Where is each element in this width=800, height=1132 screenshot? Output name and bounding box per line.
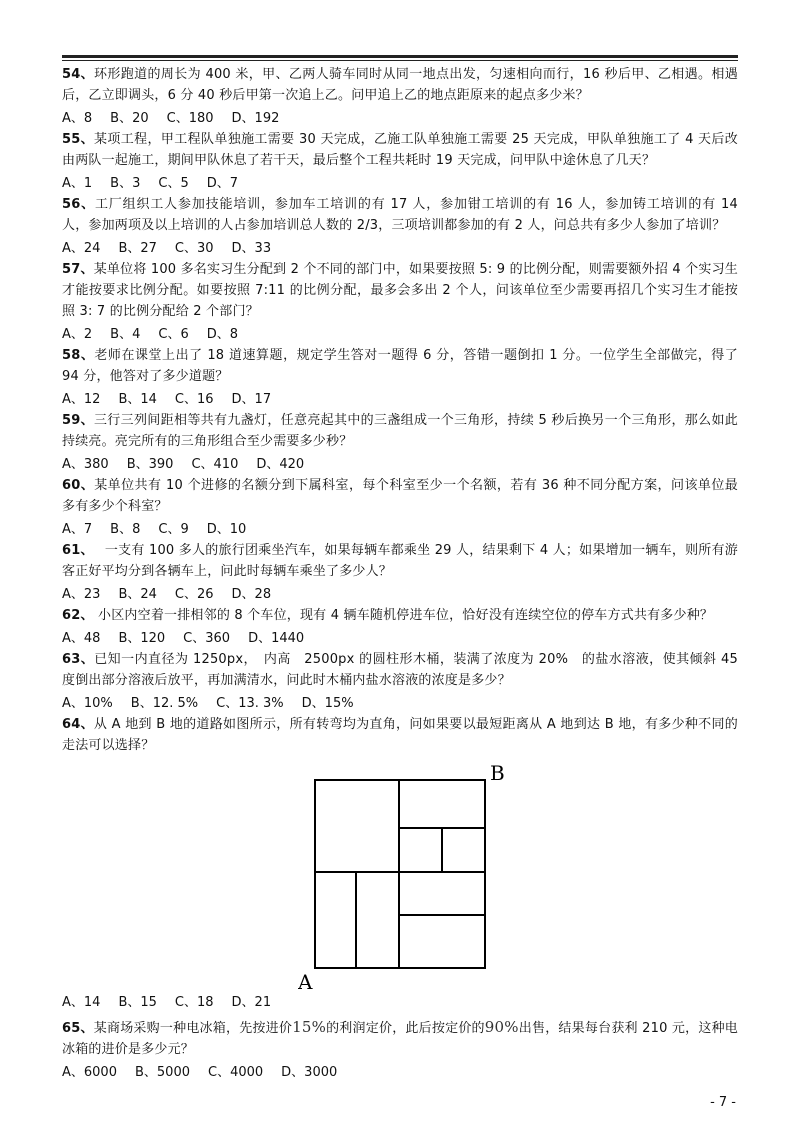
option-c[interactable]: C、180 xyxy=(166,111,214,126)
question-text: 三行三列间距相等共有九盏灯，任意亮起其中的三盏组成一个三角形，持续 5 秒后换另一个三角形，那么如此持续亮。亮完所有的三角形组合至少需要多少秒？ xyxy=(62,413,738,449)
option-a[interactable]: A、6000 xyxy=(62,1065,117,1080)
option-b[interactable]: B、8 xyxy=(110,522,141,537)
option-b[interactable]: B、24 xyxy=(118,587,157,602)
question-60 xyxy=(62,475,738,540)
question-number: 59、 xyxy=(62,413,94,428)
question-57 xyxy=(62,259,738,345)
question-number: 56、 xyxy=(62,197,95,212)
answer-options xyxy=(62,173,738,194)
option-b[interactable]: B、20 xyxy=(110,111,149,126)
profit-percentage: 15% xyxy=(292,1018,327,1036)
question-text: 一支有 100 多人的旅行团乘坐汽车，如果每辆车都乘坐 29 人，结果剩下 4 人；如果增加一辆车，则所有游客正好平均分到各辆车上，问此时每辆车乘坐了多少人？ xyxy=(62,543,738,579)
question-text: 小区内空着一排相邻的 8 个车位，现有 4 辆车随机停进车位，恰好没有连续空位的停车方式共有多少种？ xyxy=(93,608,714,623)
question-text-part-3: 出售，结果每台获利 210 元，这种电冰箱的进价是多少元？ xyxy=(62,1021,738,1057)
header-rule-thin xyxy=(62,60,738,61)
question-55 xyxy=(62,129,738,194)
answer-options xyxy=(62,628,738,649)
question-65 xyxy=(62,1017,738,1083)
question-text-part-1: 某商场采购一种电冰箱，先按进价 xyxy=(93,1021,293,1036)
option-d[interactable]: D、192 xyxy=(231,111,280,126)
option-a[interactable]: A、24 xyxy=(62,241,101,256)
option-b[interactable]: B、3 xyxy=(110,176,141,191)
question-text: 老师在课堂上出了 18 道速算题，规定学生答对一题得 6 分，答错一题倒扣 1 分。一位学生全部做完，得了 94 分，他答对了多少道题？ xyxy=(62,348,738,384)
option-c[interactable]: C、9 xyxy=(158,522,189,537)
question-59 xyxy=(62,410,738,475)
question-63 xyxy=(62,649,738,714)
question-number: 57、 xyxy=(62,262,94,277)
option-a[interactable]: A、380 xyxy=(62,457,109,472)
answer-options xyxy=(62,992,738,1013)
option-d[interactable]: D、3000 xyxy=(281,1065,338,1080)
question-number: 55、 xyxy=(62,132,95,147)
option-a[interactable]: A、8 xyxy=(62,111,93,126)
question-number: 58、 xyxy=(62,348,95,363)
answer-options xyxy=(62,693,738,714)
question-61 xyxy=(62,540,738,605)
option-b[interactable]: B、15 xyxy=(118,995,157,1010)
page-number: - 7 - xyxy=(710,1095,736,1110)
answer-options xyxy=(62,519,738,540)
option-d[interactable]: D、33 xyxy=(231,241,272,256)
option-c[interactable]: C、410 xyxy=(191,457,239,472)
question-number: 61、 xyxy=(62,543,88,558)
question-text: 从 A 地到 B 地的道路如图所示，所有转弯均为直角，问如果要以最短距离从 A 地到达 B 地，有多少种不同的走法可以选择？ xyxy=(62,717,738,753)
option-b[interactable]: B、390 xyxy=(126,457,174,472)
option-b[interactable]: B、27 xyxy=(118,241,157,256)
question-text: 已知一内直径为 1250px， 内高 2500px 的圆柱形木桶，装满了浓度为 20% 的盐水溶液，使其倾斜 45 度倒出部分溶液后放平，再加满清水，问此时木桶内盐水溶液的浓度是多少？ xyxy=(62,652,738,688)
answer-options xyxy=(62,1062,738,1083)
header-rule-thick xyxy=(62,55,738,58)
question-text: 某项工程，甲工程队单独施工需要 30 天完成，乙施工队单独施工需要 25 天完成，甲队单独施工了 4 天后改由两队一起施工，期间甲队休息了若干天，最后整个工程共耗时 19 天完成，问甲队中途休息了几天？ xyxy=(62,132,738,168)
option-c[interactable]: C、26 xyxy=(174,587,214,602)
question-number: 54、 xyxy=(62,67,95,82)
question-54 xyxy=(62,64,738,129)
question-64 xyxy=(62,714,738,1013)
question-text-part-2: 的利润定价，此后按定价的 xyxy=(326,1021,485,1036)
question-text: 某单位将 100 多名实习生分配到 2 个不同的部门中，如果要按照 5: 9 的比例分配，则需要额外招 4 个实习生才能按要求比例分配。如要按照 7:11 的比例分配，最多会多出 2 个人，问该单位至少需要再招几个实习生才能按照 3: 7 的比例分配给 2 个部门？ xyxy=(62,262,738,319)
road-grid-figure xyxy=(62,760,738,990)
question-number: 60、 xyxy=(62,478,95,493)
option-c[interactable]: C、6 xyxy=(158,327,189,342)
answer-options xyxy=(62,324,738,345)
answer-options xyxy=(62,584,738,605)
option-c[interactable]: C、4000 xyxy=(208,1065,264,1080)
answer-options xyxy=(62,454,738,475)
question-number: 65、 xyxy=(62,1021,94,1036)
option-c[interactable]: C、360 xyxy=(183,631,231,646)
option-a[interactable]: A、1 xyxy=(62,176,93,191)
option-b[interactable]: B、4 xyxy=(110,327,141,342)
question-number: 64、 xyxy=(62,717,94,732)
option-c[interactable]: C、18 xyxy=(174,995,214,1010)
answer-options xyxy=(62,108,738,129)
option-c[interactable]: C、13. 3% xyxy=(216,696,284,711)
label-b: B xyxy=(490,761,505,785)
option-d[interactable]: D、10 xyxy=(206,522,247,537)
option-c[interactable]: C、5 xyxy=(158,176,189,191)
option-b[interactable]: B、12. 5% xyxy=(130,696,199,711)
answer-options xyxy=(62,238,738,259)
question-62 xyxy=(62,605,738,649)
label-a: A xyxy=(298,970,313,990)
question-56 xyxy=(62,194,738,259)
option-d[interactable]: D、420 xyxy=(256,457,305,472)
question-58 xyxy=(62,345,738,410)
option-a[interactable]: A、7 xyxy=(62,522,93,537)
option-d[interactable]: D、7 xyxy=(206,176,239,191)
option-a[interactable]: A、10% xyxy=(62,696,113,711)
discount-percentage: 90% xyxy=(484,1018,519,1036)
option-a[interactable]: A、2 xyxy=(62,327,93,342)
option-d[interactable]: D、21 xyxy=(231,995,272,1010)
option-d[interactable]: D、15% xyxy=(301,696,354,711)
option-d[interactable]: D、1440 xyxy=(248,631,305,646)
option-c[interactable]: C、16 xyxy=(174,392,214,407)
question-number: 62、 xyxy=(62,608,94,623)
question-text: 环形跑道的周长为 400 米，甲、乙两人骑车同时从同一地点出发，匀速相向而行，16 秒后甲、乙相遇。相遇后，乙立即调头，6 分 40 秒后甲第一次追上乙。问甲追上乙的地点距原来的起点多少米？ xyxy=(62,67,738,103)
question-number: 63、 xyxy=(62,652,95,667)
road-grid-diagram xyxy=(298,760,528,990)
option-b[interactable]: B、120 xyxy=(118,631,166,646)
answer-options xyxy=(62,389,738,410)
option-d[interactable]: D、17 xyxy=(231,392,272,407)
option-a[interactable]: A、14 xyxy=(62,995,101,1010)
option-a[interactable]: A、12 xyxy=(62,392,101,407)
option-d[interactable]: D、28 xyxy=(231,587,272,602)
option-d[interactable]: D、8 xyxy=(206,327,239,342)
option-b[interactable]: B、5000 xyxy=(134,1065,190,1080)
question-text: 某单位共有 10 个进修的名额分到下属科室，每个科室至少一个名额，若有 36 种不同分配方案，问该单位最多有多少个科室？ xyxy=(62,478,738,514)
question-text: 工厂组织工人参加技能培训，参加车工培训的有 17 人，参加钳工培训的有 16 人，参加铸工培训的有 14 人，参加两项及以上培训的人占参加培训总人数的 2/3，三项培训都参加的有 2 人，问总共有多少人参加了培训？ xyxy=(62,197,738,233)
option-b[interactable]: B、14 xyxy=(118,392,157,407)
option-c[interactable]: C、30 xyxy=(174,241,214,256)
question-page xyxy=(62,64,738,1083)
option-a[interactable]: A、23 xyxy=(62,587,101,602)
option-a[interactable]: A、48 xyxy=(62,631,101,646)
